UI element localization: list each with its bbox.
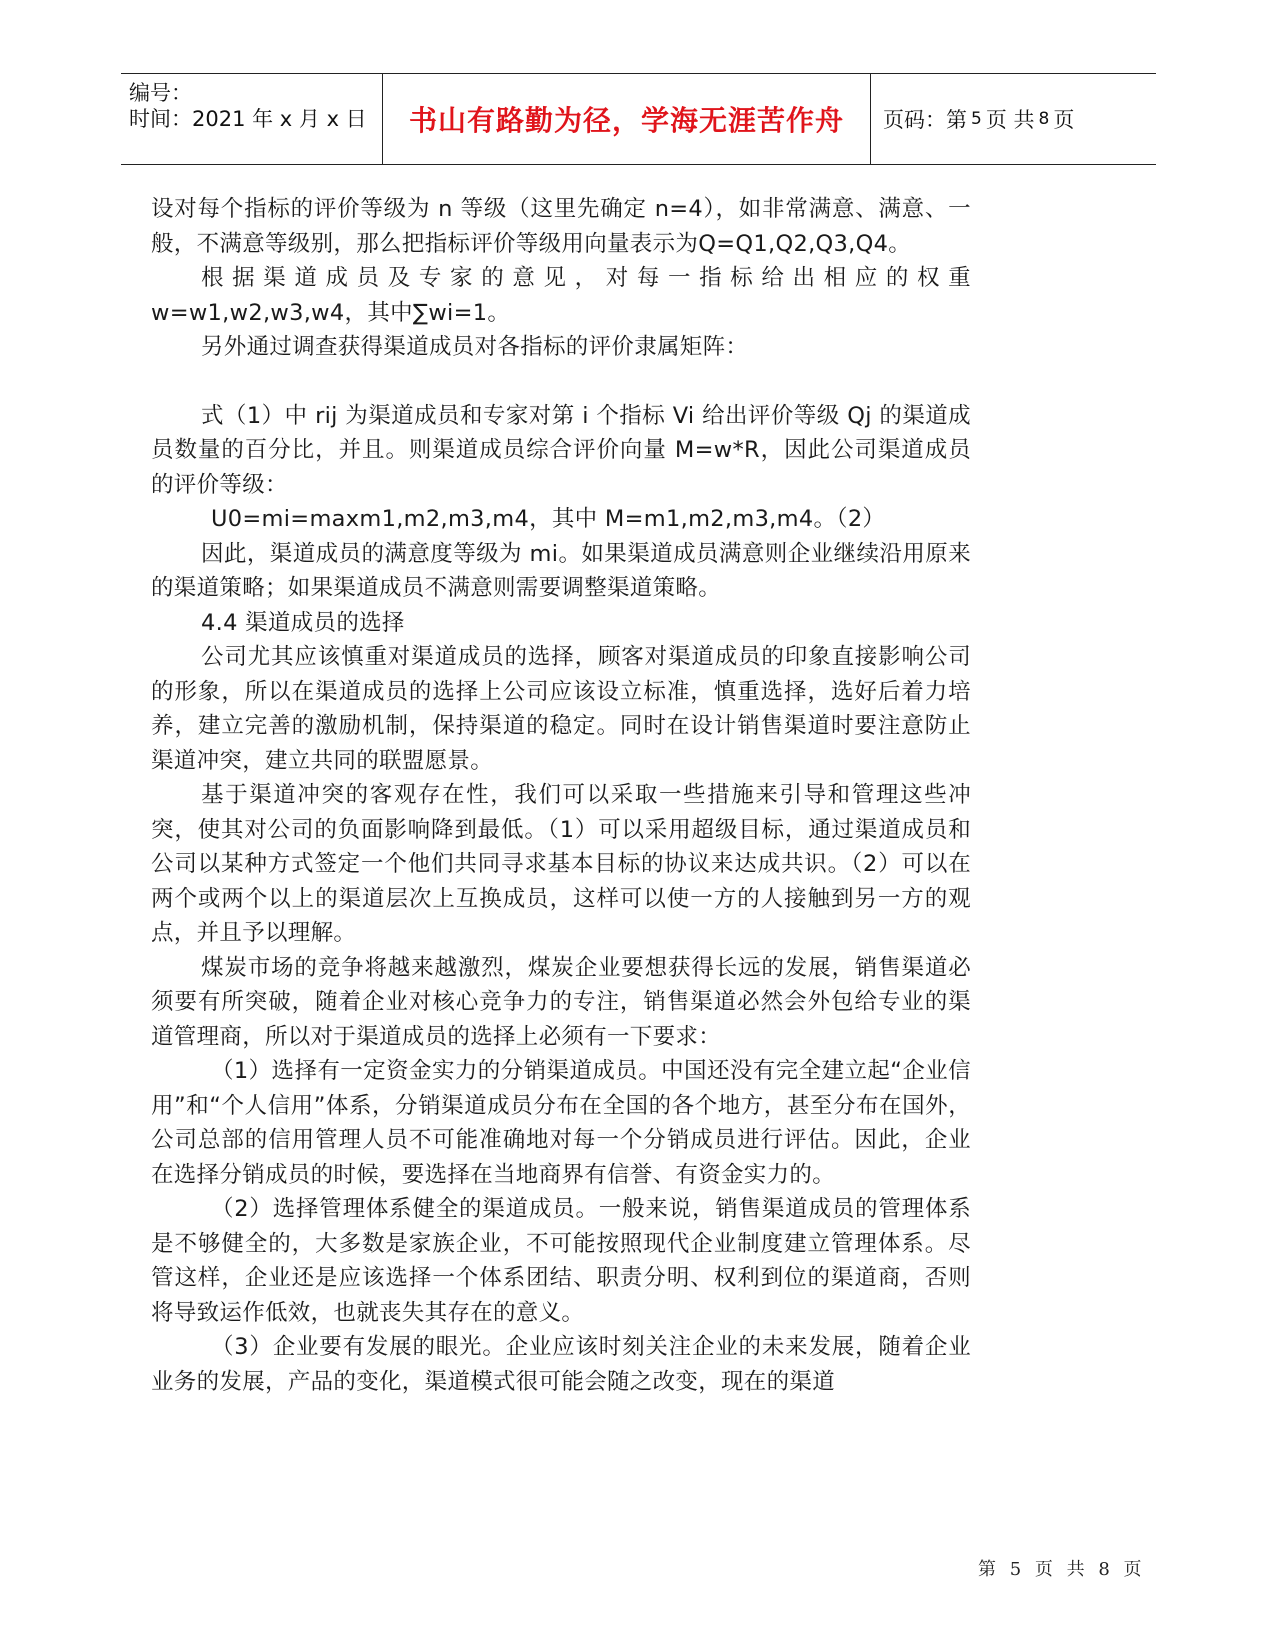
header-page-info xyxy=(871,74,1156,164)
paragraph: 基于渠道冲突的客观存在性，我们可以采取一些措施来引导和管理这些冲突，使其对公司的负面影响降到最低。（1）可以采用超级目标，通过渠道成员和公司以某种方式签定一个他们共同寻求基本目标的协议来达成共识。（2）可以在两个或两个以上的渠道层次上互换成员，这样可以使一方的人接触到另一方的观点，并且予以理解。 xyxy=(151,782,971,946)
list-paragraph: （3）企业要有发展的眼光。企业应该时刻关注企业的未来发展，随着企业业务的发展，产品的变化，渠道模式很可能会随之改变，现在的渠道 xyxy=(151,1334,971,1395)
section-heading: 4.4 渠道成员的选择 xyxy=(201,609,405,636)
total-pages: 8 xyxy=(1038,109,1050,129)
formula-line: U0=mi=maxm1,m2,m3,m4，其中 M=m1,m2,m3,m4。（2） xyxy=(211,506,886,532)
page-prefix: 页码：第 xyxy=(883,108,967,132)
page-suffix: 页 xyxy=(1053,108,1075,132)
page-header xyxy=(121,73,1156,165)
doc-date: 时间：2021 年 x 月 x 日 xyxy=(129,107,367,131)
paragraph: 公司尤其应该慎重对渠道成员的选择，顾客对渠道成员的印象直接影响公司的形象，所以在渠道成员的选择上公司应该设立标准，慎重选择，选好后着力培养，建立完善的激励机制，保持渠道的稳定。同时在设计销售渠道时要注意防止渠道冲突，建立共同的联盟愿景。 xyxy=(151,644,971,774)
paragraph: 式（1）中 rij 为渠道成员和专家对第 i 个指标 Vi 给出评价等级 Qj 的渠道成员数量的百分比，并且。则渠道成员综合评价向量 M=w*R，因此公司渠道成员的评价等级： xyxy=(151,402,971,498)
doc-number-label: 编号： xyxy=(129,81,192,105)
paragraph: 根据渠道成员及专家的意见，对每一指标给出相应的权重w=w1,w2,w3,w4，其中∑wi=1。 xyxy=(151,265,971,326)
paragraph: 因此，渠道成员的满意度等级为 mi。如果渠道成员满意则企业继续沿用原来的渠道策略；如果渠道成员不满意则需要调整渠道策略。 xyxy=(151,540,971,601)
header-motto: 书山有路勤为径，学海无涯苦作舟 xyxy=(408,104,844,137)
document-body xyxy=(151,192,971,1399)
page-number: 5 xyxy=(971,109,982,129)
header-motto-cell xyxy=(383,74,871,164)
list-paragraph: （1）选择有一定资金实力的分销渠道成员。中国还没有完全建立起“企业信用”和“个人信用”体系，分销渠道成员分布在全国的各个地方，甚至分布在国外，公司总部的信用管理人员不可能准确地对每一个分销成员进行评估。因此，企业在选择分销成员的时候，要选择在当地商界有信誉、有资金实力的。 xyxy=(151,1058,971,1188)
paragraph: 煤炭市场的竞争将越来越激烈，煤炭企业要想获得长远的发展，销售渠道必须要有所突破，随着企业对核心竞争力的专注，销售渠道必然会外包给专业的渠道管理商，所以对于渠道成员的选择上必须有一下要求： xyxy=(151,954,971,1050)
paragraph: 另外通过调查获得渠道成员对各指标的评价隶属矩阵： xyxy=(201,334,749,360)
page-mid: 页 共 xyxy=(985,108,1035,132)
page-footer: 第 5 页 共 8 页 xyxy=(978,1559,1146,1580)
header-meta xyxy=(121,74,383,164)
paragraph: 设对每个指标的评价等级为 n 等级（这里先确定 n=4），如非常满意、满意、一般，不满意等级别，那么把指标评价等级用向量表示为Q=Q1,Q2,Q3,Q4。 xyxy=(151,196,971,257)
list-paragraph: （2）选择管理体系健全的渠道成员。一般来说，销售渠道成员的管理体系是不够健全的，大多数是家族企业，不可能按照现代企业制度建立管理体系。尽管这样，企业还是应该选择一个体系团结、职责分明、权利到位的渠道商，否则将导致运作低效，也就丧失其存在的意义。 xyxy=(151,1196,971,1326)
matrix-gap xyxy=(151,365,971,399)
